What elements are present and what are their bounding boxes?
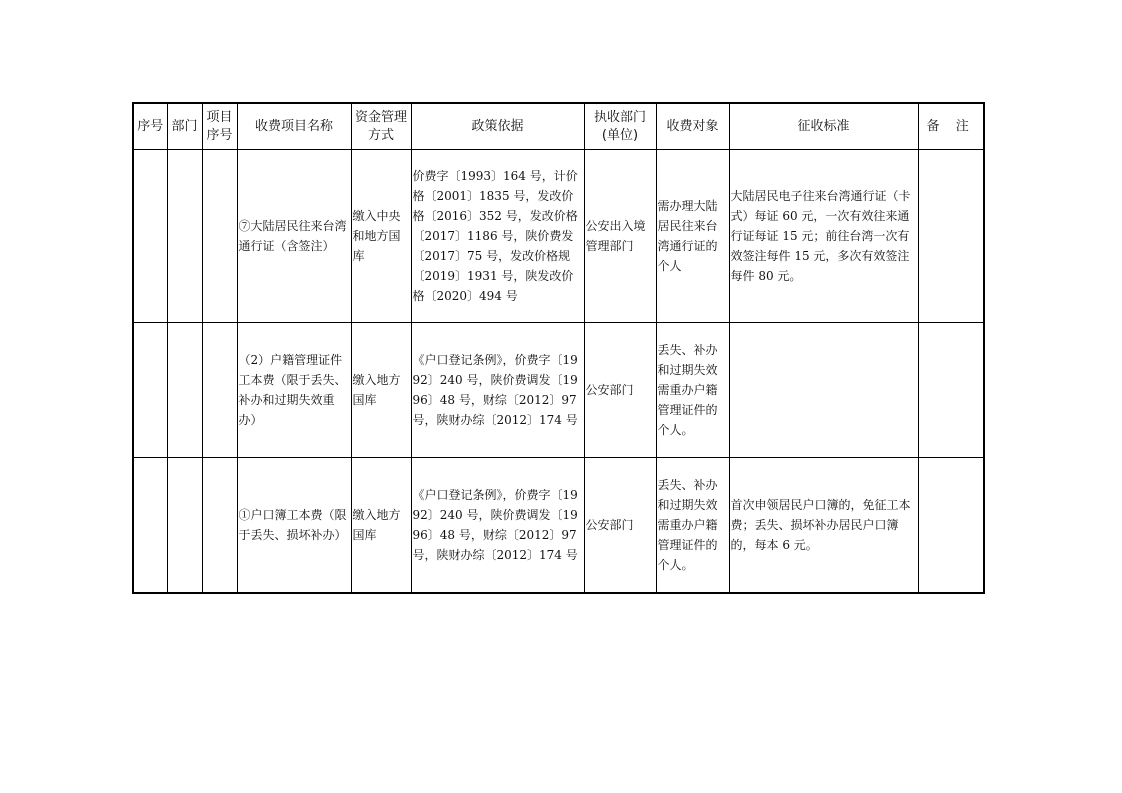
cell-item-seq bbox=[202, 323, 237, 458]
cell-remark bbox=[918, 150, 984, 323]
cell-item-name: （2）户籍管理证件工本费（限于丢失、补办和过期失效重办） bbox=[237, 323, 351, 458]
cell-collector: 公安部门 bbox=[584, 323, 656, 458]
header-remark: 备 注 bbox=[918, 103, 984, 150]
cell-dept bbox=[167, 323, 202, 458]
header-item-seq: 项目序号 bbox=[202, 103, 237, 150]
cell-item-seq bbox=[202, 150, 237, 323]
cell-item-name: ①户口簿工本费（限于丢失、损坏补办） bbox=[237, 458, 351, 594]
cell-seq bbox=[133, 458, 167, 594]
cell-target: 丢失、补办和过期失效需重办户籍管理证件的个人。 bbox=[656, 458, 729, 594]
cell-policy: 价费字〔1993〕164 号，计价格〔2001〕1835 号，发改价格〔2016〕352 号，发改价格〔2017〕1186 号，陕价费发〔2017〕75 号，发改价格规〔2019〕1931 号，陕发改价格〔2020〕494 号 bbox=[411, 150, 584, 323]
cell-policy: 《户口登记条例》，价费字〔1992〕240 号，陕价费调发〔1996〕48 号，财综〔2012〕97 号，陕财办综〔2012〕174 号 bbox=[411, 458, 584, 594]
cell-standard bbox=[729, 323, 918, 458]
header-policy: 政策依据 bbox=[411, 103, 584, 150]
cell-fund-mgmt: 缴入地方国库 bbox=[351, 458, 411, 594]
cell-remark bbox=[918, 323, 984, 458]
cell-dept bbox=[167, 458, 202, 594]
header-fund-mgmt: 资金管理方式 bbox=[351, 103, 411, 150]
cell-target: 需办理大陆居民往来台湾通行证的个人 bbox=[656, 150, 729, 323]
header-collector: 执收部门(单位) bbox=[584, 103, 656, 150]
cell-seq bbox=[133, 150, 167, 323]
cell-item-name: ⑦大陆居民往来台湾通行证（含签注） bbox=[237, 150, 351, 323]
table-row bbox=[133, 150, 984, 323]
table-row bbox=[133, 323, 984, 458]
cell-remark bbox=[918, 458, 984, 594]
cell-fund-mgmt: 缴入中央和地方国库 bbox=[351, 150, 411, 323]
cell-standard: 首次申领居民户口簿的，免征工本费；丢失、损坏补办居民户口簿的，每本 6 元。 bbox=[729, 458, 918, 594]
cell-dept bbox=[167, 150, 202, 323]
cell-policy: 《户口登记条例》，价费字〔1992〕240 号，陕价费调发〔1996〕48 号，财综〔2012〕97 号，陕财办综〔2012〕174 号 bbox=[411, 323, 584, 458]
cell-fund-mgmt: 缴入地方国库 bbox=[351, 323, 411, 458]
header-dept: 部门 bbox=[167, 103, 202, 150]
cell-collector: 公安部门 bbox=[584, 458, 656, 594]
cell-seq bbox=[133, 323, 167, 458]
cell-collector: 公安出入境管理部门 bbox=[584, 150, 656, 323]
fee-table bbox=[132, 102, 985, 594]
header-standard: 征收标准 bbox=[729, 103, 918, 150]
header-target: 收费对象 bbox=[656, 103, 729, 150]
header-seq: 序号 bbox=[133, 103, 167, 150]
cell-item-seq bbox=[202, 458, 237, 594]
cell-standard: 大陆居民电子往来台湾通行证（卡式）每证 60 元，一次有效往来通行证每证 15 元；前往台湾一次有效签注每件 15 元，多次有效签注每件 80 元。 bbox=[729, 150, 918, 323]
header-item-name: 收费项目名称 bbox=[237, 103, 351, 150]
table-row bbox=[133, 458, 984, 594]
header-row bbox=[133, 103, 984, 150]
cell-target: 丢失、补办和过期失效需重办户籍管理证件的个人。 bbox=[656, 323, 729, 458]
